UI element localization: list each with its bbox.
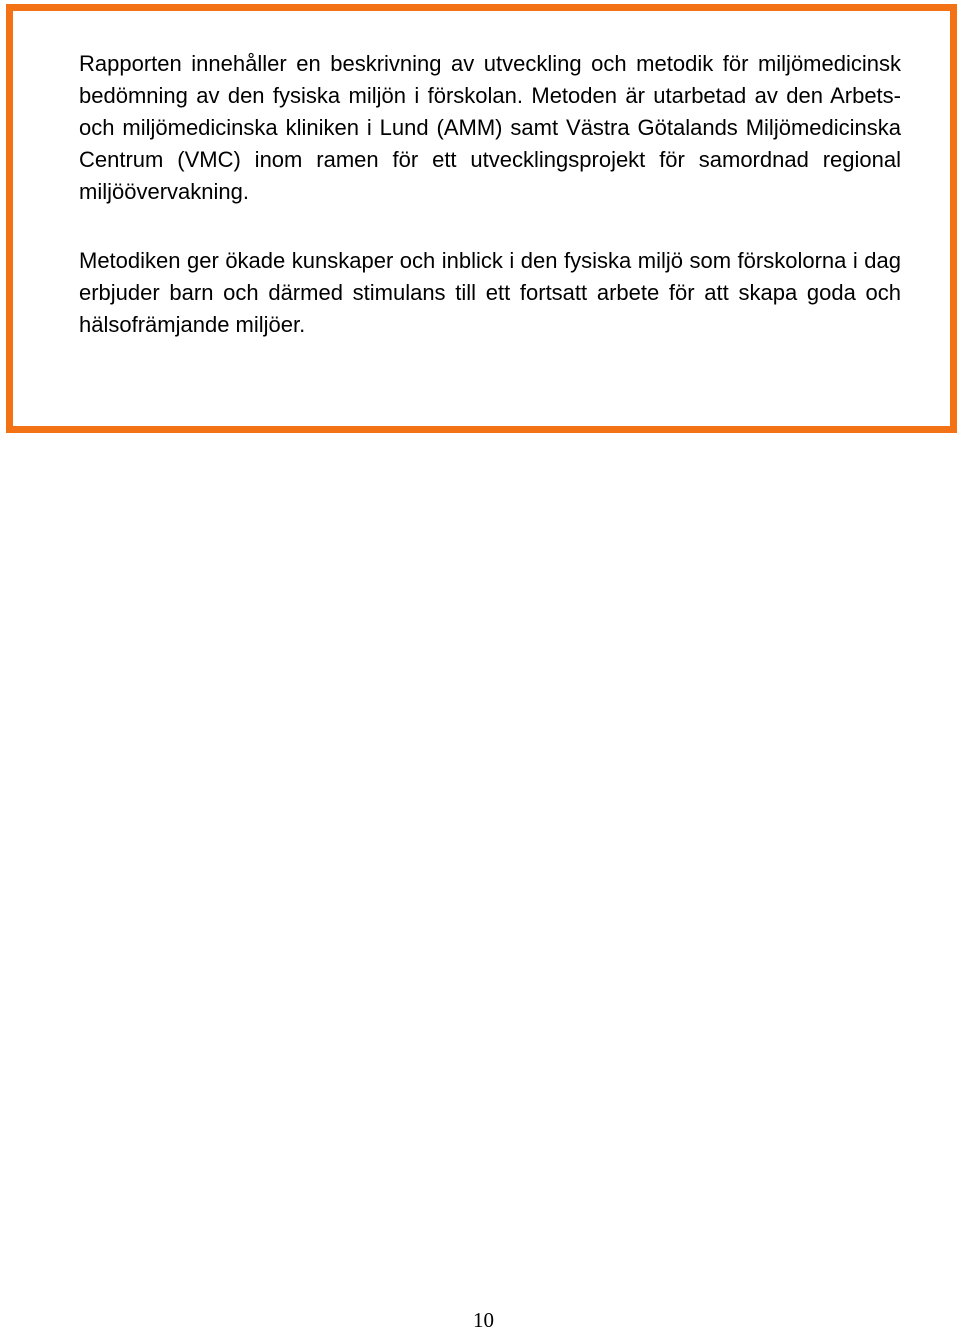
- intro-paragraph: Rapporten innehåller en beskrivning av utveckling och metodik för miljömedicinsk bedömning av den fysiska miljön i förskolan. Metoden är utarbetad av den Arbets- och miljömedicinska kliniken i Lund (AMM) samt Västra Götalands Miljömedicinska Centrum (VMC) inom ramen för ett utvecklingsprojekt för samordnad regional miljöövervakning.: [79, 51, 901, 204]
- method-paragraph: Metodiken ger ökade kunskaper och inblick i den fysiska miljö som förskolorna i dag erbjuder barn och därmed stimulans till ett fortsatt arbete för att skapa goda och hälsofrämjande miljöer.: [79, 248, 901, 337]
- page-number: 10: [473, 1308, 494, 1332]
